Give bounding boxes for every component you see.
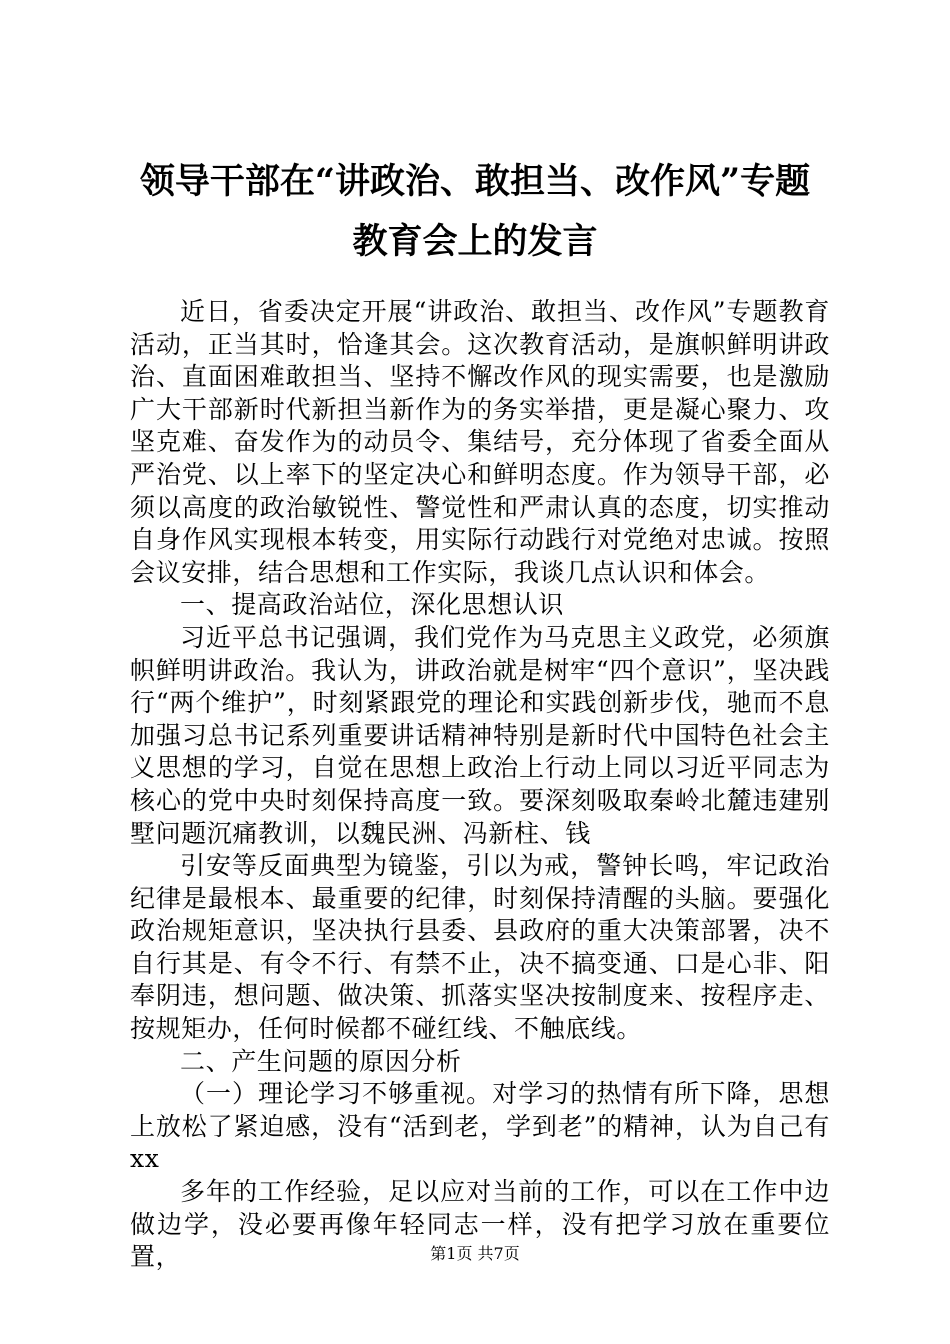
paragraph-section-2a: （一）理论学习不够重视。对学习的热情有所下降，思想上放松了紧迫感，没有“活到老，学到老”的精神，认为自己有xx bbox=[130, 1079, 830, 1174]
document-title-line-1: 领导干部在“讲政治、敢担当、改作风”专题 bbox=[139, 161, 811, 202]
paragraph-section-1a: 习近平总书记强调，我们党作为马克思主义政党，必须旗帜鲜明讲政治。我认为，讲政治就是树牢“四个意识”，坚决践行“两个维护”，时刻紧跟党的理论和实践创新步伐，驰而不息加强习总书记系列重要讲话精神特别是新时代中国特色社会主义思想的学习，自觉在思想上政治上行动上同以习近平同志为核心的党中央时刻保持高度一致。要深刻吸取秦岭北麓违建别墅问题沉痛教训，以魏民洲、冯新柱、钱 bbox=[130, 622, 830, 848]
document-title-line-2: 教育会上的发言 bbox=[352, 221, 598, 262]
paragraph-intro: 近日，省委决定开展“讲政治、敢担当、改作风”专题教育活动，正当其时，恰逢其会。这次教育活动，是旗帜鲜明讲政治、直面困难敢担当、坚持不懈改作风的现实需要，也是激励广大干部新时代新担当新作为的务实举措，更是凝心聚力、攻坚克难、奋发作为的动员令、集结号，充分体现了省委全面从严治党、以上率下的坚定决心和鲜明态度。作为领导干部，必须以高度的政治敏锐性、警觉性和严肃认真的态度，切实推动自身作风实现根本转变，用实际行动践行对党绝对忠诚。按照会议安排，结合思想和工作实际，我谈几点认识和体会。 bbox=[130, 297, 830, 587]
paragraph-section-2b: 多年的工作经验，足以应对当前的工作，可以在工作中边做边学，没必要再像年轻同志一样，没有把学习放在重要位置， bbox=[130, 1177, 830, 1272]
document-body bbox=[130, 296, 830, 1274]
section-heading-1: 一、提高政治站位，深化思想认识 bbox=[180, 590, 565, 620]
page-number-footer: 第1页 共7页 bbox=[430, 1244, 520, 1263]
paragraph-section-1b: 引安等反面典型为镜鉴，引以为戒，警钟长鸣，牢记政治纪律是最根本、最重要的纪律，时刻保持清醒的头脑。要强化政治规矩意识，坚决执行县委、县政府的重大决策部署，决不自行其是、有令不行、有禁不止，决不搞变通、口是心非、阳奉阴违，想问题、做决策、抓落实坚决按制度来、按程序走、按规矩办，任何时候都不碰红线、不触底线。 bbox=[130, 851, 830, 1044]
section-heading-2: 二、产生问题的原因分析 bbox=[180, 1046, 462, 1076]
